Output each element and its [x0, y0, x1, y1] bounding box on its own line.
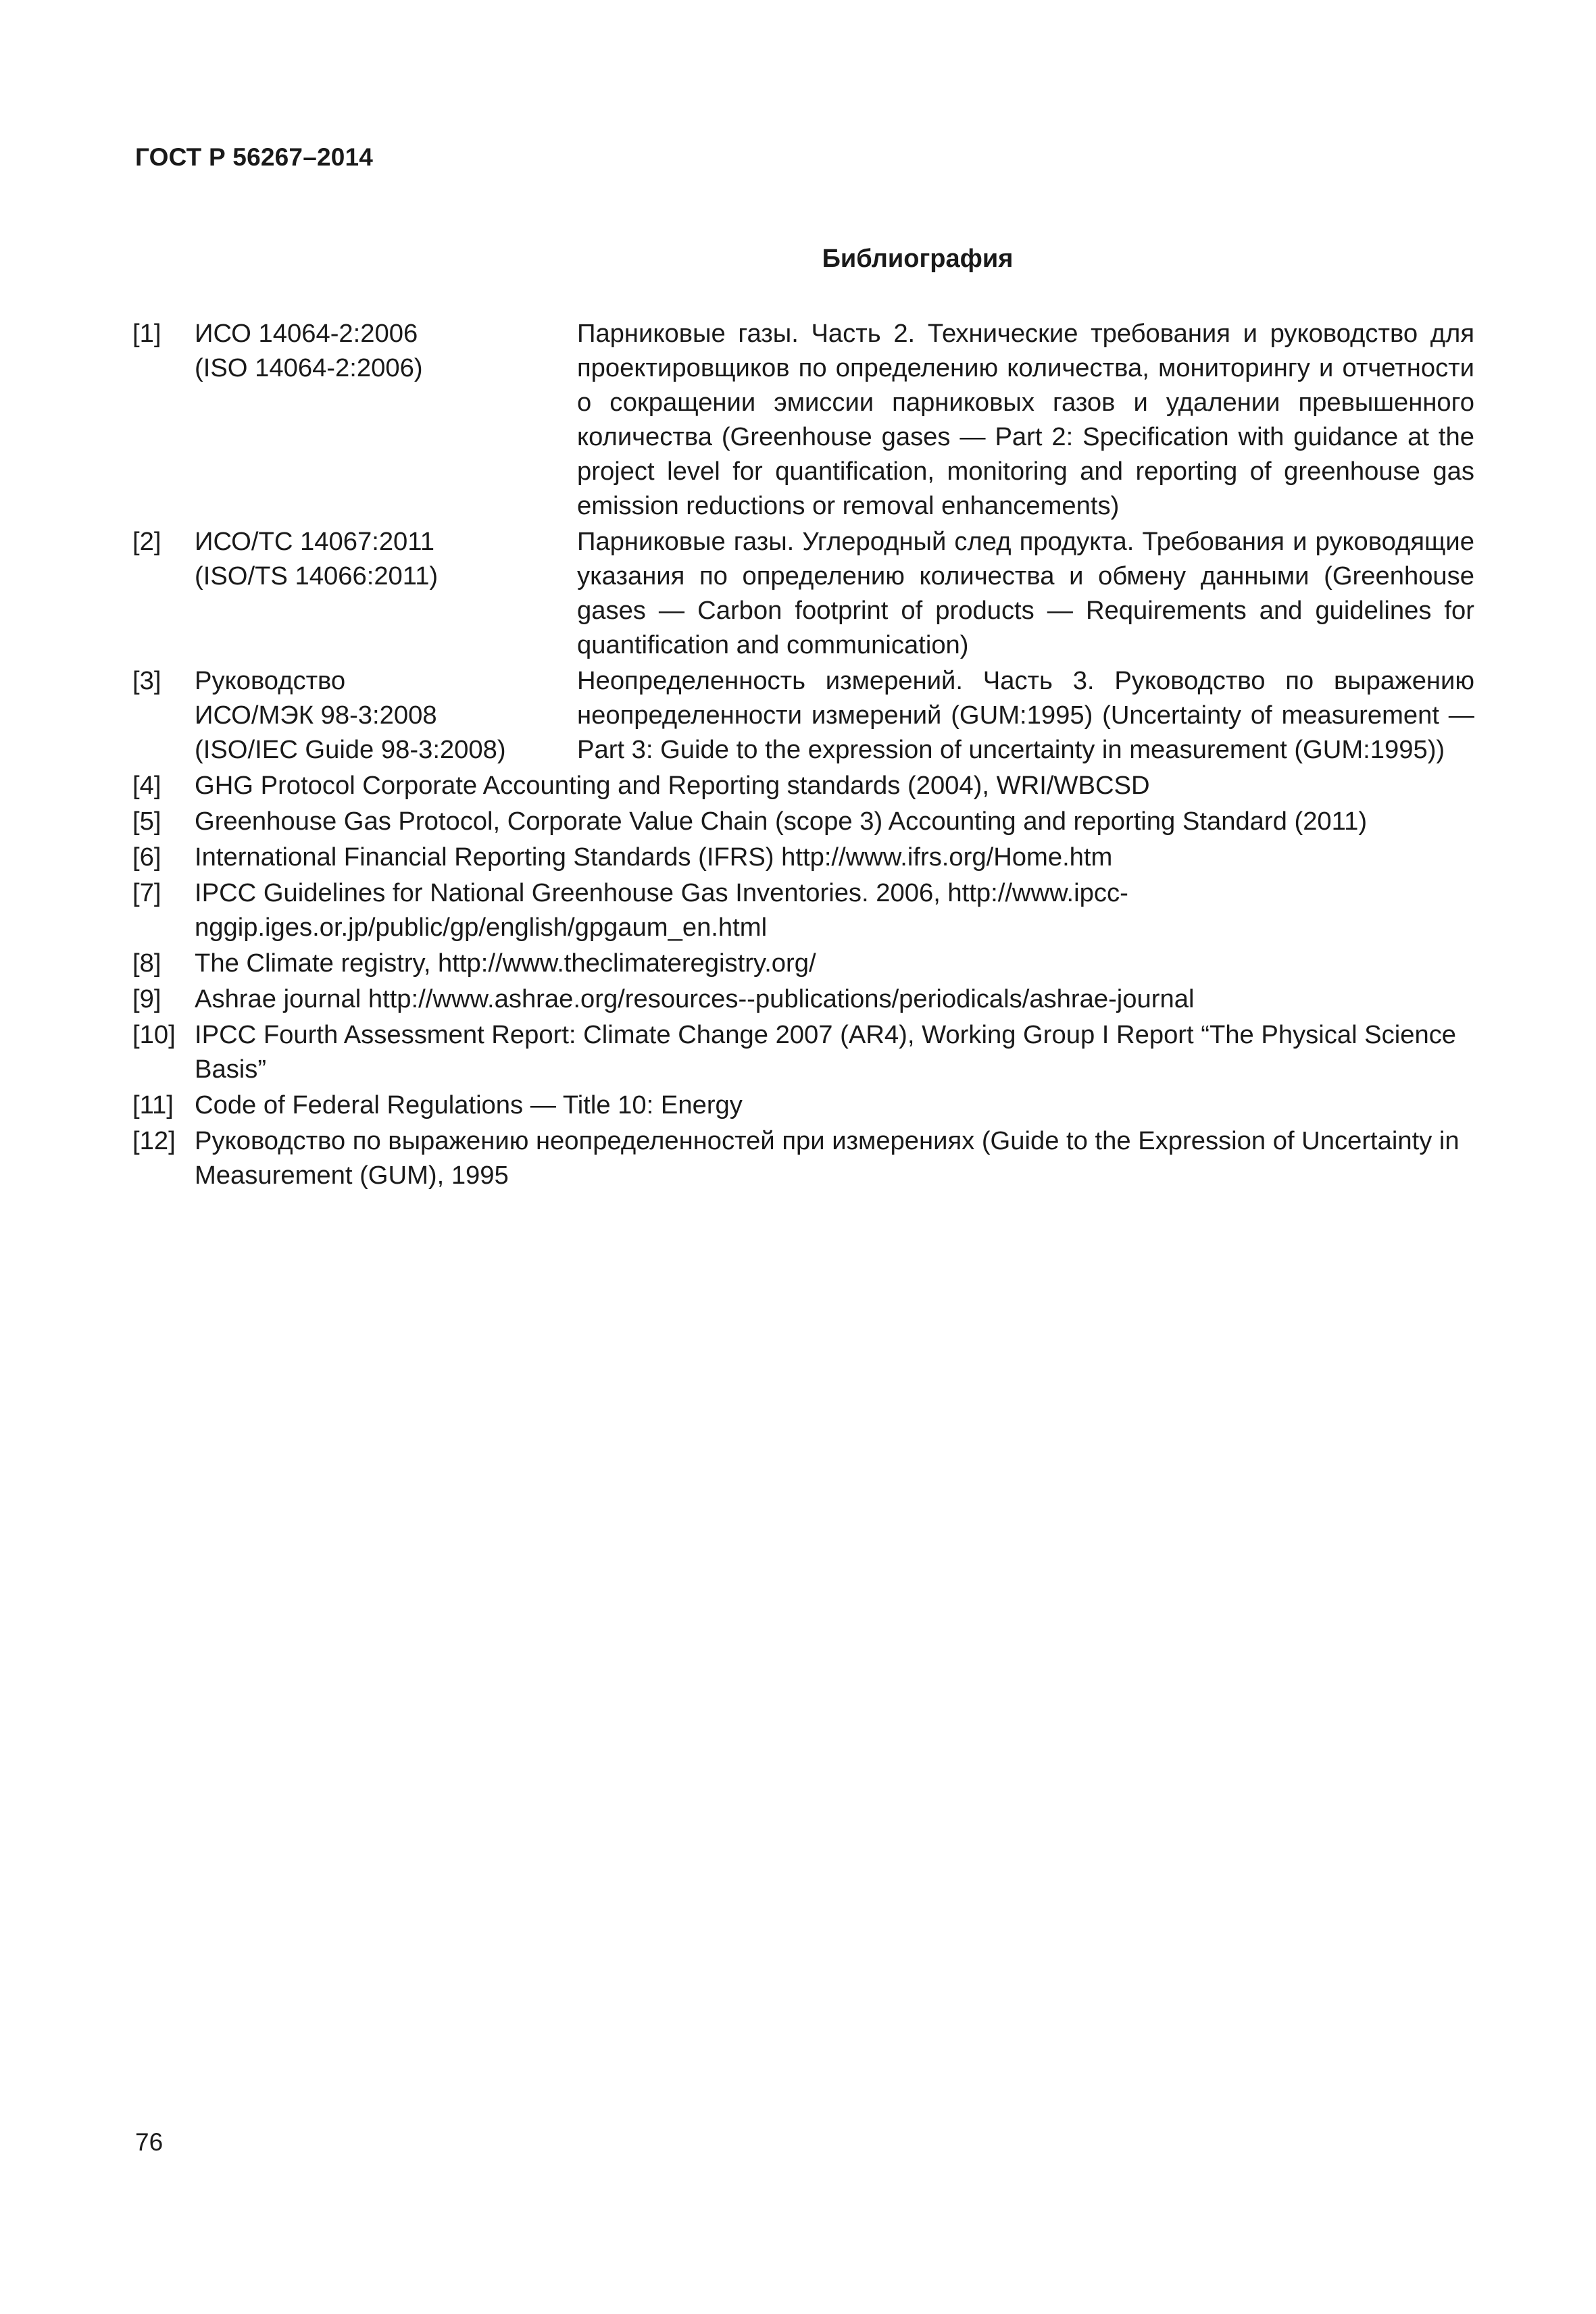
bibliography-list — [132, 316, 1474, 1194]
entry-number: [11] — [132, 1090, 174, 1120]
entry-text: Руководство по выражению неопределенностей при измерениях (Guide to the Expression of Uncertainty in Measurement (GUM), 1995 — [195, 1126, 1460, 1190]
entry-source-line: (ISO 14064-2:2006) — [195, 353, 423, 382]
bibliography-entry — [132, 840, 1474, 874]
bibliography-entry — [132, 1088, 1474, 1122]
entry-text: GHG Protocol Corporate Accounting and Reporting standards (2004), WRI/WBCSD — [195, 771, 1150, 800]
bibliography-entry — [132, 1124, 1474, 1192]
entry-number: [5] — [132, 807, 161, 836]
entry-source-line: ИСО 14064-2:2006 — [195, 319, 418, 348]
entry-number: [6] — [132, 842, 161, 872]
bibliography-title: Библиография — [822, 245, 1014, 273]
entry-text: Ashrae journal http://www.ashrae.org/resources--publications/periodicals/ashrae-journal — [195, 984, 1195, 1013]
entry-number: [3] — [132, 666, 161, 695]
entry-number: [2] — [132, 527, 161, 556]
bibliography-entry — [132, 946, 1474, 980]
entry-source-line: ИСО/МЭК 98-3:2008 — [195, 701, 437, 730]
bibliography-entry — [132, 804, 1474, 838]
entry-number: [8] — [132, 949, 161, 978]
entry-description: Парниковые газы. Часть 2. Технические требования и руководство для проектировщиков по определению количества, мониторингу и отчетности о сокращении эмиссии парниковых газов и удалении превышенного количества (Greenhouse gases — Part 2: Specification with guidance at the project level for quantification, monitoring and reporting of greenhouse gas emission reductions or removal enhancements) — [577, 319, 1474, 520]
entry-text: IPCC Fourth Assessment Report: Climate Change 2007 (AR4), Working Group I Report “The Physical Science Basis” — [195, 1020, 1457, 1084]
document-code-header: ГОСТ Р 56267–2014 — [135, 143, 374, 171]
entry-description: Неопределенность измерений. Часть 3. Руководство по выражению неопределенности измерений (GUM:1995) (Uncertainty of measurement — Part 3: Guide to the expression of uncertainty in measurement (GUM:1995)) — [577, 666, 1474, 764]
bibliography-entry — [132, 768, 1474, 803]
entry-source — [195, 316, 577, 523]
bibliography-entry — [132, 982, 1474, 1016]
entry-source-line: (ISO/IEC Guide 98-3:2008) — [195, 735, 506, 764]
entry-number: [4] — [132, 771, 161, 800]
bibliography-entry — [132, 316, 1474, 523]
entry-text: IPCC Guidelines for National Greenhouse Gas Inventories. 2006, http://www.ipcc-nggip.iges.or.jp/public/gp/english/gpgaum_en.html — [195, 878, 1128, 942]
entry-source — [195, 524, 577, 662]
entry-source-line: Руководство — [195, 666, 346, 695]
bibliography-entry — [132, 876, 1474, 945]
entry-source-line: ИСО/ТС 14067:2011 — [195, 527, 434, 556]
entry-source-line: (ISO/TS 14066:2011) — [195, 561, 439, 590]
bibliography-entry — [132, 1017, 1474, 1086]
entry-text: Greenhouse Gas Protocol, Corporate Value Chain (scope 3) Accounting and reporting Standard (2011) — [195, 807, 1368, 836]
entry-number: [9] — [132, 984, 161, 1013]
entry-source — [195, 663, 577, 767]
entry-number: [12] — [132, 1126, 176, 1155]
bibliography-entry — [132, 663, 1474, 767]
entry-text: Code of Federal Regulations — Title 10: Energy — [195, 1090, 743, 1120]
entry-description: Парниковые газы. Углеродный след продукта. Требования и руководящие указания по определению количества и обмену данными (Greenhouse gases — Carbon footprint of products — Requirements and guidelines for quantification and communication) — [577, 527, 1474, 659]
entry-number: [1] — [132, 319, 161, 348]
page-number: 76 — [135, 2128, 164, 2156]
entry-text: International Financial Reporting Standards (IFRS) http://www.ifrs.org/Home.htm — [195, 842, 1113, 872]
entry-text: The Climate registry, http://www.theclimateregistry.org/ — [195, 949, 816, 978]
bibliography-entry — [132, 524, 1474, 662]
entry-number: [10] — [132, 1020, 176, 1049]
entry-number: [7] — [132, 878, 161, 907]
